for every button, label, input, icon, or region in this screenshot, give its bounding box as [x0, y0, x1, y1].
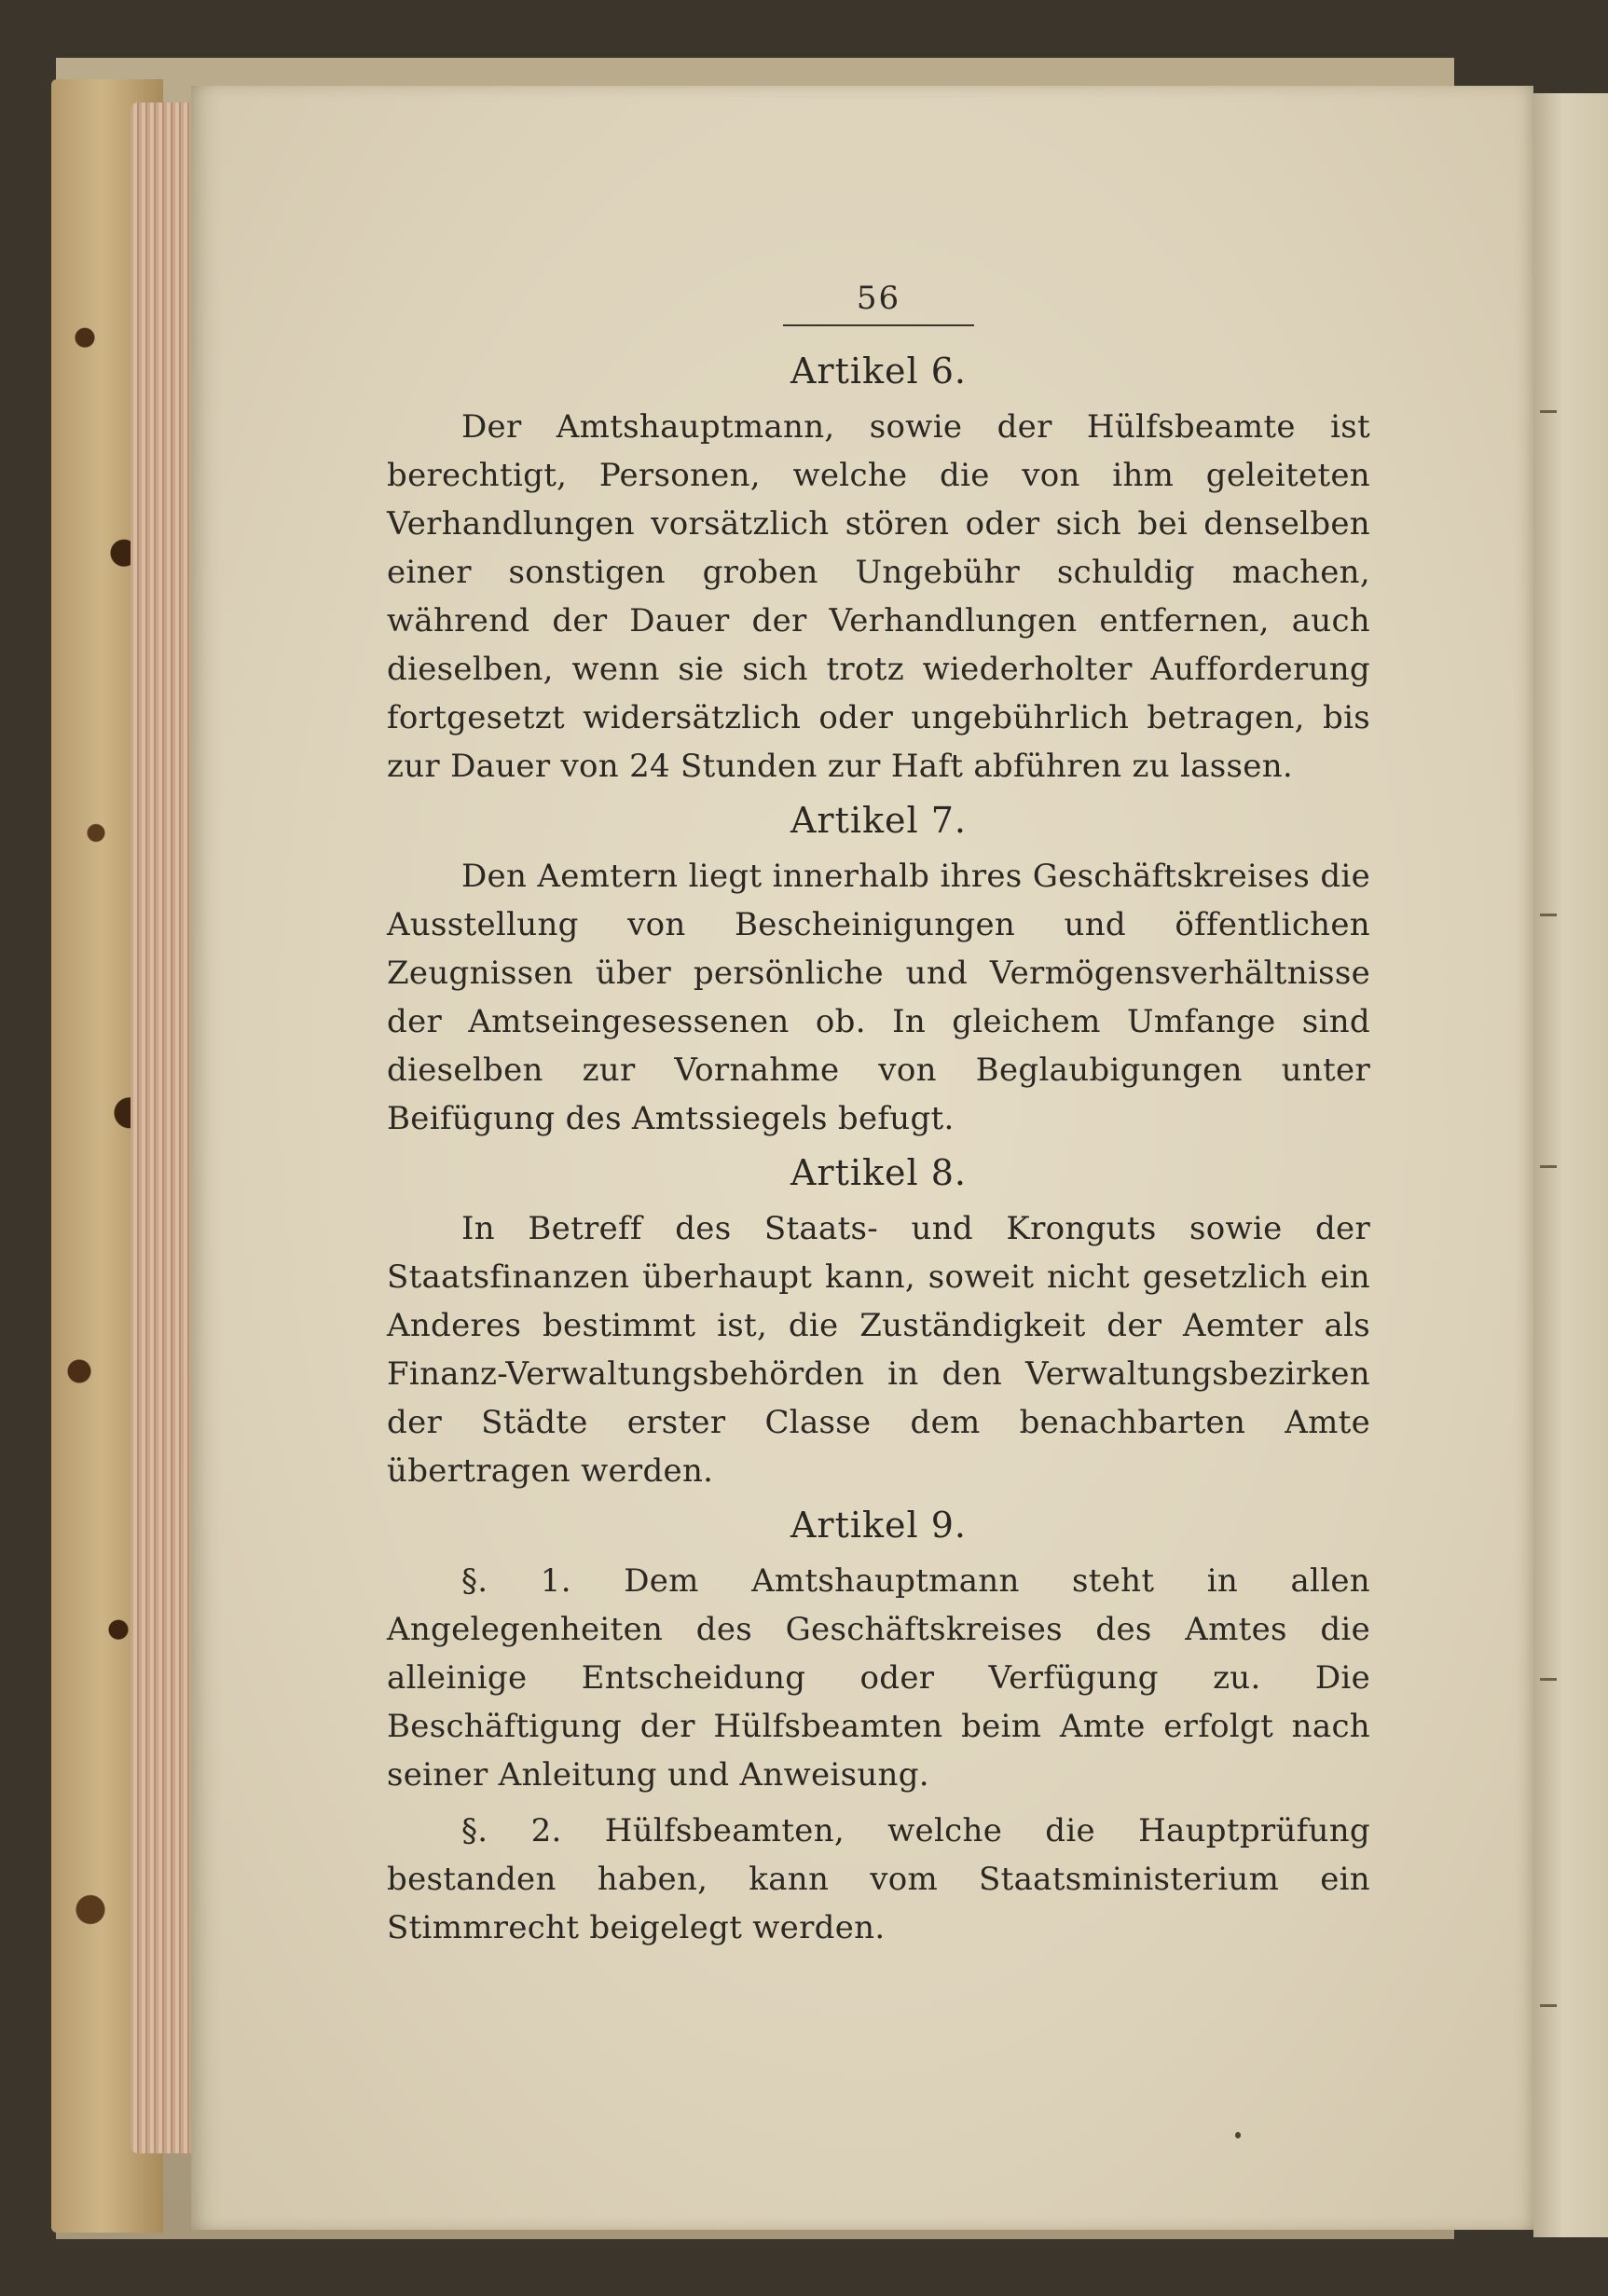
page-number: 56	[856, 280, 901, 317]
article-9	[387, 1505, 1370, 1952]
article-7	[387, 800, 1370, 1143]
article-heading: Artikel 7.	[790, 800, 968, 841]
article-heading: Artikel 9.	[790, 1505, 968, 1546]
gutter-stitches	[1540, 186, 1559, 2144]
stitch-mark	[1540, 410, 1557, 413]
header-rule	[783, 324, 974, 326]
article-heading: Artikel 8.	[790, 1152, 968, 1193]
article-paragraph: In Betreff des Staats- und Kronguts sowie der Staatsfinanzen überhaupt kann, soweit nicht gesetzlich ein Anderes bestimmt ist, die Zuständigkeit der Aemter als Finanz-Verwaltungsbehörden in den Verwaltungsbezirken der Städte erster Classe dem benachbarten Amte übertragen werden.	[387, 1210, 1370, 1490]
stitch-mark	[1540, 1165, 1557, 1168]
stitch-mark	[1540, 914, 1557, 916]
article-8	[387, 1152, 1370, 1495]
page-text	[387, 280, 1370, 1959]
article-paragraph: Den Aemtern liegt innerhalb ihres Geschäftskreises die Ausstellung von Bescheinigungen und öffentlichen Zeugnissen über persönliche und Vermögensverhältnisse der Amtseingesessenen ob. In gleichem Umfange sind dieselben zur Vornahme von Beglaubigungen unter Beifügung des Amtssiegels befugt.	[387, 858, 1370, 1137]
article-heading: Artikel 6.	[790, 351, 968, 392]
article-6	[387, 351, 1370, 791]
section-paragraph-2: §. 2. Hülfsbeamten, welche die Hauptprüfung bestanden haben, kann vom Staatsministerium ein Stimmrecht beigelegt werden.	[387, 1812, 1370, 1946]
stitch-mark	[1540, 2004, 1557, 2007]
section-paragraph-1: §. 1. Dem Amtshauptmann steht in allen Angelegenheiten des Geschäftskreises des Amtes die alleinige Entscheidung oder Verfügung zu. Die Beschäftigung der Hülfsbeamten beim Amte erfolgt nach seiner Anleitung und Anweisung.	[387, 1562, 1370, 1794]
ink-speck	[1235, 2132, 1241, 2138]
stitch-mark	[1540, 1678, 1557, 1681]
article-paragraph: Der Amtshauptmann, sowie der Hülfsbeamte ist berechtigt, Personen, welche die von ihm geleiteten Verhandlungen vorsätzlich stören oder sich bei denselben einer sonstigen groben Ungebühr schuldig machen, während der Dauer der Verhandlungen entfernen, auch dieselben, wenn sie sich trotz wiederholter Aufforderung fortgesetzt widersätzlich oder ungebührlich betragen, bis zur Dauer von 24 Stunden zur Haft abführen zu lassen.	[387, 408, 1370, 785]
